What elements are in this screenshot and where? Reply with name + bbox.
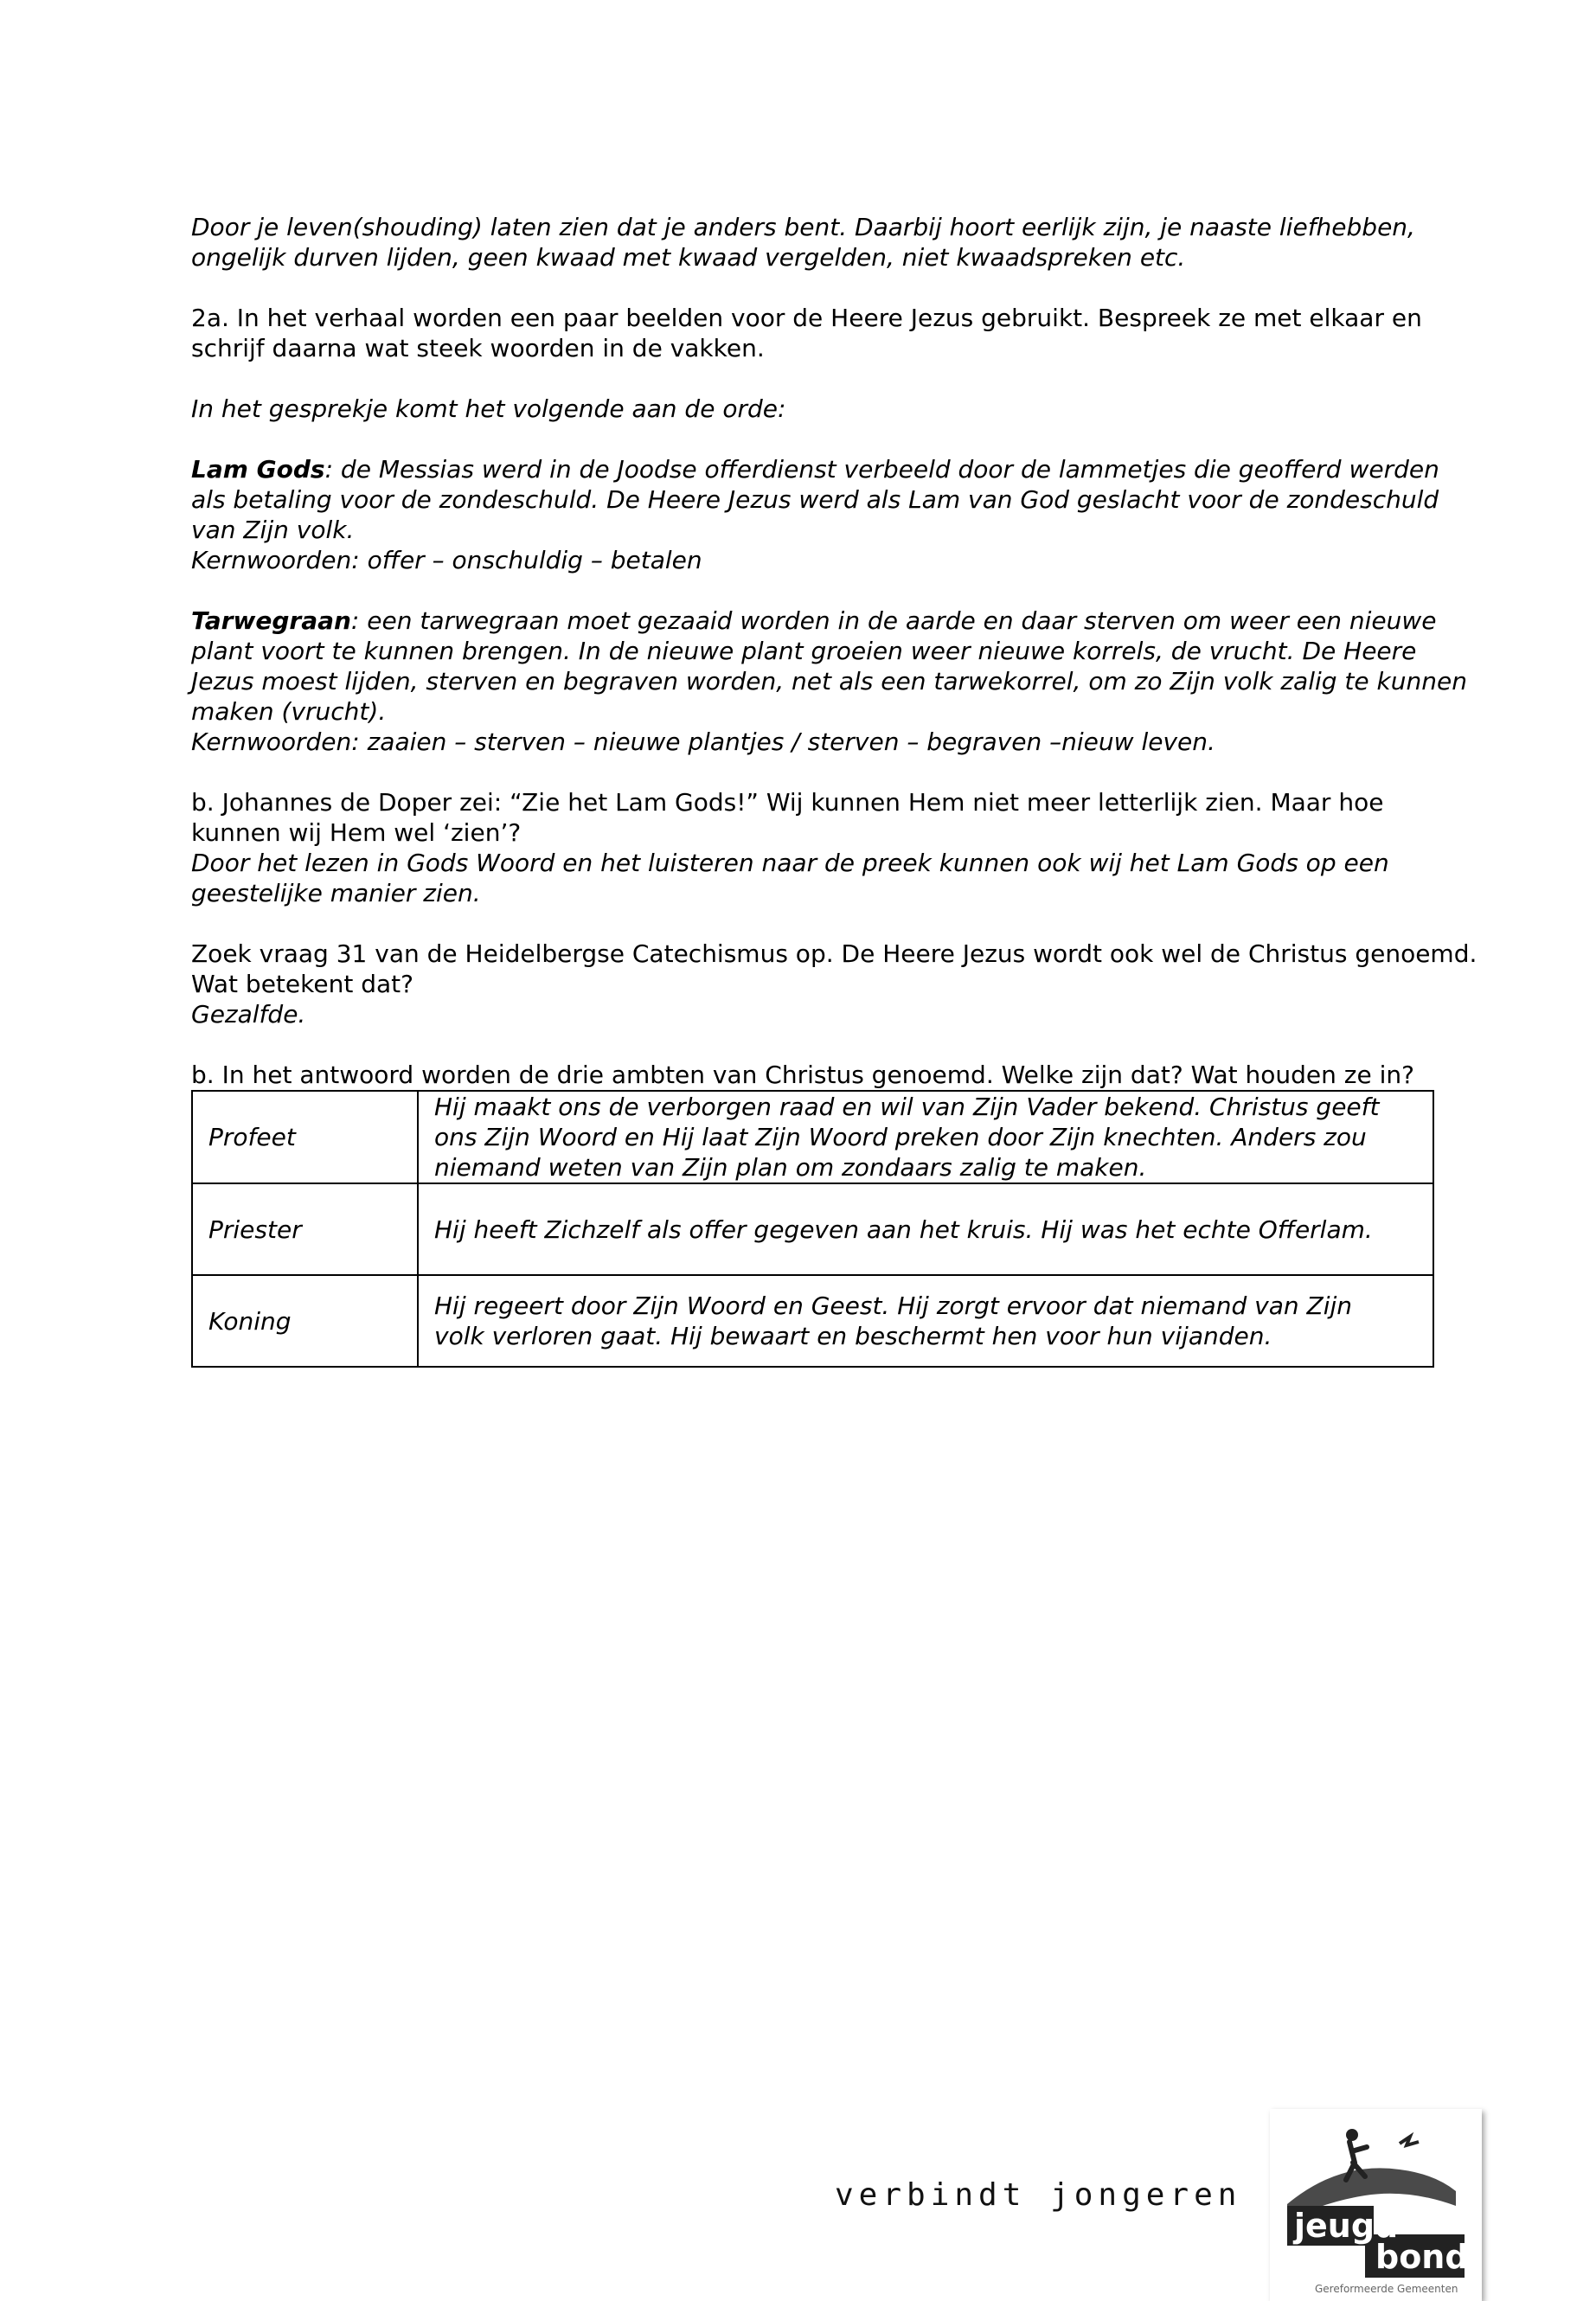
role-cell: Priester <box>192 1183 418 1275</box>
question-31-block <box>191 939 1480 1029</box>
answer-paragraph-1: Door je leven(shouding) laten zien dat je anders bent. Daarbij hoort eerlijk zijn, je naaste liefhebben, ongelijk durven lijden, geen kwaad met kwaad vergelden, niet kwaadspreken etc. <box>191 213 1415 272</box>
question-b-block <box>191 787 1480 908</box>
tarwegraan-paragraph <box>191 606 1480 757</box>
table-row <box>192 1091 1433 1183</box>
ambten-table <box>191 1090 1434 1368</box>
table-row <box>192 1183 1433 1275</box>
tarwegraan-term: Tarwegraan <box>191 606 351 635</box>
tarwegraan-keywords: Kernwoorden: zaaien – sterven – nieuwe plantjes / sterven – begraven –nieuw leven. <box>191 727 1215 756</box>
description-cell: Hij heeft Zichzelf als offer gegeven aan het kruis. Hij was het echte Offerlam. <box>418 1183 1433 1275</box>
description-cell: Hij regeert door Zijn Woord en Geest. Hij zorgt ervoor dat niemand van Zijn volk verloren gaat. Hij bewaart en beschermt hen voor hun vijanden. <box>418 1275 1433 1367</box>
role-cell: Koning <box>192 1275 418 1367</box>
lam-gods-keywords: Kernwoorden: offer – onschuldig – betalen <box>191 546 702 574</box>
jeugdbond-logo-icon <box>1270 2109 1482 2301</box>
logo-word-1: jeugd <box>1294 2207 1399 2245</box>
lam-gods-paragraph <box>191 454 1480 575</box>
document-body <box>191 212 1480 1368</box>
question-b2: b. In het antwoord worden de drie ambten van Christus genoemd. Welke zijn dat? Wat houden ze in? <box>191 1061 1415 1089</box>
description-cell: Hij maakt ons de verborgen raad en wil van Zijn Vader bekend. Christus geeft ons Zijn Woord en Hij laat Zijn Woord preken door Zijn knechten. Anders zou niemand weten van Zijn plan om zondaars zalig te maken. <box>418 1091 1433 1183</box>
discussion-intro: In het gesprekje komt het volgende aan de orde: <box>191 394 786 423</box>
logo-subtitle: Gereformeerde Gemeenten <box>1315 2283 1458 2295</box>
lam-gods-term: Lam Gods <box>191 455 325 484</box>
question-b: b. Johannes de Doper zei: “Zie het Lam Gods!” Wij kunnen Hem niet meer letterlijk zien. Maar hoe kunnen wij Hem wel ‘zien’? <box>191 788 1384 847</box>
tarwegraan-text: : een tarwegraan moet gezaaid worden in de aarde en daar sterven om weer een nieuwe plant voort te kunnen brengen. In de nieuwe plant groeien weer nieuwe korrels, de vrucht. De Heere Jezus moest lijden, sterven en begraven worden, net als een tarwekorrel, om zo Zijn volk zalig te kunnen maken (vrucht). <box>191 606 1467 726</box>
logo-word-2: bond <box>1375 2238 1469 2276</box>
answer-31: Gezalfde. <box>191 1000 306 1029</box>
role-cell: Profeet <box>192 1091 418 1183</box>
table-row <box>192 1275 1433 1367</box>
lam-gods-text: : de Messias werd in de Joodse offerdienst verbeeld door de lammetjes die geofferd werden als betaling voor de zondeschuld. De Heere Jezus werd als Lam van God geslacht voor de zondeschuld van Zijn volk. <box>191 455 1439 544</box>
question-2a: 2a. In het verhaal worden een paar beelden voor de Heere Jezus gebruikt. Bespreek ze met elkaar en schrijf daarna wat steek woorden in de vakken. <box>191 304 1422 362</box>
jeugdbond-logo <box>1270 2109 1482 2301</box>
question-31: Zoek vraag 31 van de Heidelbergse Catechismus op. De Heere Jezus wordt ook wel de Christus genoemd. Wat betekent dat? <box>191 939 1477 998</box>
answer-b: Door het lezen in Gods Woord en het luisteren naar de preek kunnen ook wij het Lam Gods op een geestelijke manier zien. <box>191 849 1389 907</box>
footer-tagline: verbindt jongeren <box>835 2177 1242 2213</box>
